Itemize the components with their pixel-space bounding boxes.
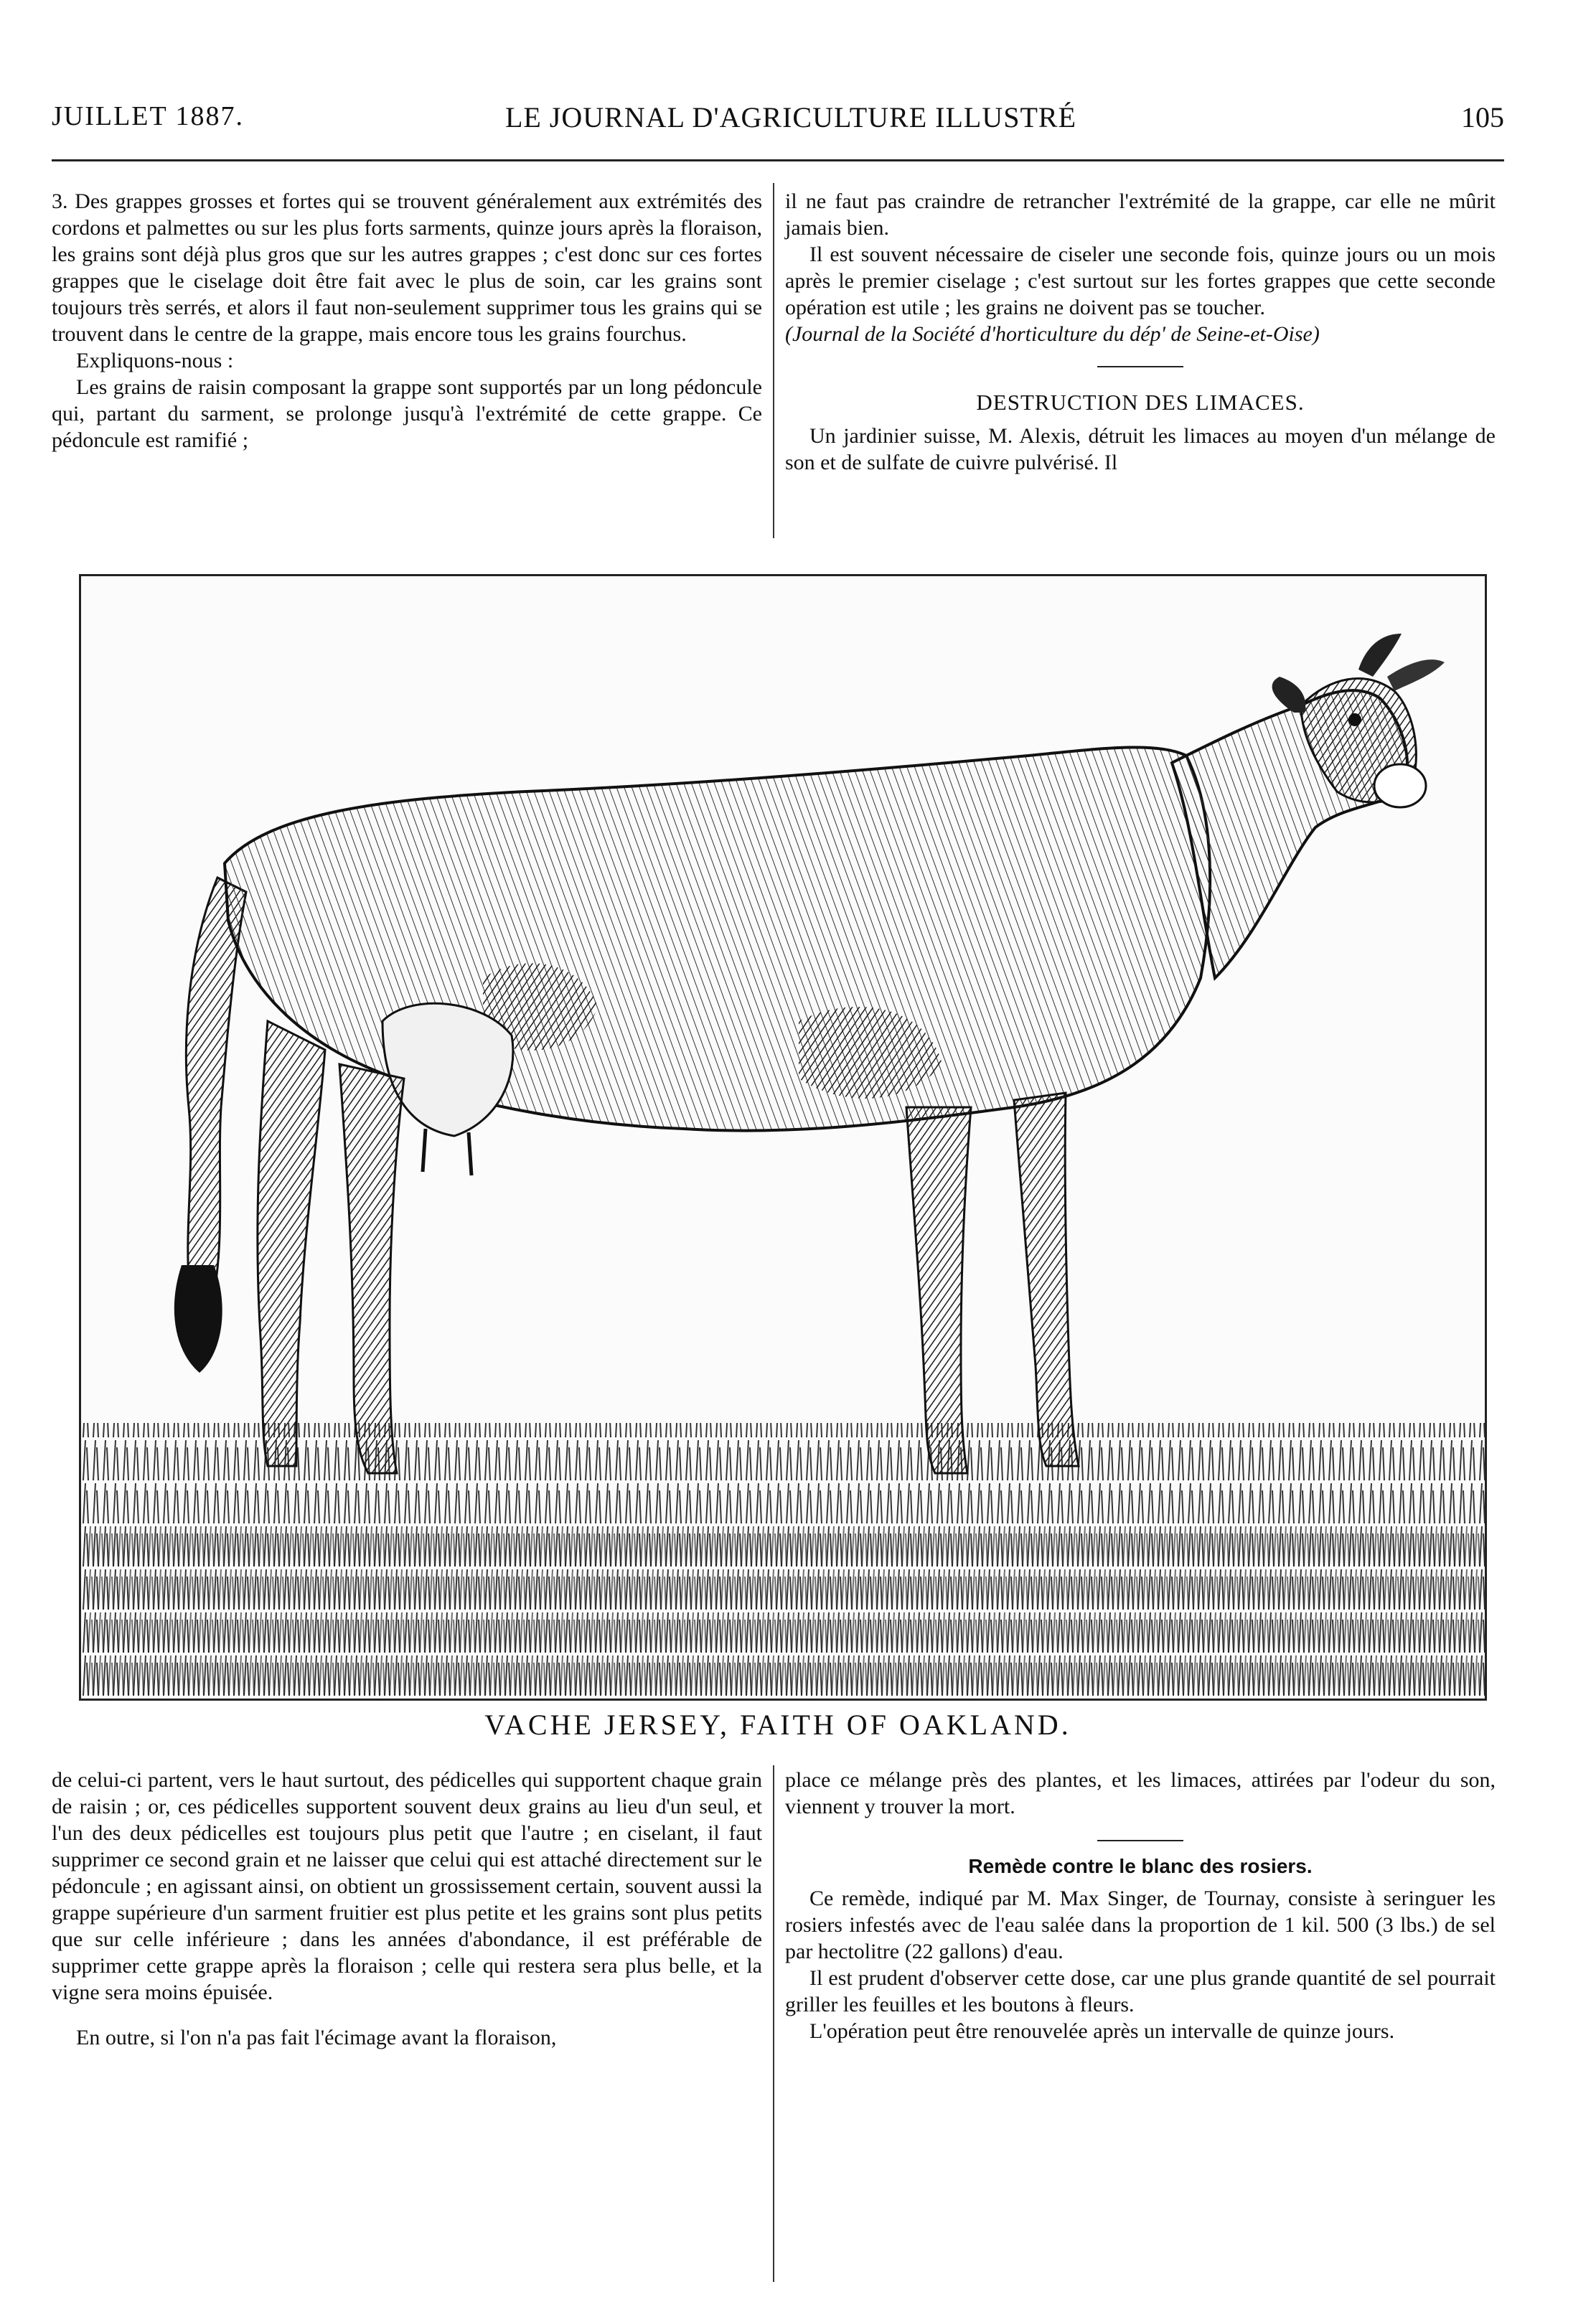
paragraph: 3. Des grappes grosses et fortes qui se trouvent généralement aux extrémités des cordons et palmettes ou sur les plus forts sarments, quinze jours après la floraison, les grains sont déjà plus gros que sur les autres grappes ; c'est donc sur ces fortes grappes que le ciselage doit être fait avec le plus de soin, car les grains sont toujours très serrés, et alors il faut non-seulement supprimer tous les grains qui se trouvent dans le centre de la grappe, mais encore tous les grains fourchus. xyxy=(52,189,762,346)
paragraph: Il est prudent d'observer cette dose, car une plus grande quantité de sel pourrait griller les feuilles et les boutons à fleurs. xyxy=(785,1966,1496,2016)
paragraph: place ce mélange près des plantes, et les limaces, attirées par l'odeur du son, viennent y trouver la mort. xyxy=(785,1768,1496,1818)
top-left-column xyxy=(52,188,762,454)
citation: (Journal de la Société d'horticulture du dép' de Seine-et-Oise) xyxy=(785,322,1320,346)
paragraph: Ce remède, indiqué par M. Max Singer, de Tournay, consiste à seringuer les rosiers infestés avec de l'eau salée dans la proportion de 1 kil. 500 (3 lbs.) de sel par hectolitre (22 gallons) d'eau. xyxy=(785,1887,1496,1963)
header-date: JUILLET 1887. xyxy=(52,101,245,131)
page-number: 105 xyxy=(1461,101,1504,133)
paragraph: Il est souvent nécessaire de ciseler une seconde fois, quinze jours ou un mois après le premier ciselage ; c'est surtout sur les fortes grappes que cette seconde opération est utile ; les grains ne doivent pas se toucher. xyxy=(785,243,1496,319)
paragraph: Un jardinier suisse, M. Alexis, détruit les limaces au moyen d'un mélange de son et de sulfate de cuivre pulvérisé. Il xyxy=(785,424,1496,474)
column-divider xyxy=(773,183,774,538)
paragraph: de celui-ci partent, vers le haut surtout, des pédicelles qui supportent chaque grain de raisin ; or, ces pédicelles supportent souvent deux grains au lieu d'un seul, et l'un des deux pédicelles est toujours plus petit que l'autre ; en ciselant, il faut supprimer ce second grain et ne laisser que celui qui est attaché directement sur le pédoncule ; en agissant ainsi, on obtient un grossissement certain, souvent aussi la grappe supérieure d'un sarment fruitier est plus petite et les grains sont plus petits que sur celle inférieure ; dans les années d'abondance, il est préférable de supprimer cette grappe après la floraison ; celle qui restera sera plus belle, et la vigne sera moins épuisée. xyxy=(52,1768,762,2004)
cow-engraving xyxy=(81,576,1485,1699)
page-header xyxy=(52,100,1504,144)
paragraph: L'opération peut être renouvelée après un intervalle de quinze jours. xyxy=(809,2019,1395,2043)
column-divider xyxy=(773,1765,774,2282)
paragraph: Expliquons-nous : xyxy=(76,349,234,372)
top-right-column xyxy=(785,188,1496,476)
bottom-right-column xyxy=(785,1767,1496,2044)
figure-caption: VACHE JERSEY, FAITH OF OAKLAND. xyxy=(484,1709,1071,1741)
section-separator xyxy=(1097,366,1183,367)
section-separator xyxy=(1097,1840,1183,1841)
paragraph: Les grains de raisin composant la grappe sont supportés par un long pédoncule qui, partant du sarment, se prolonge jusqu'à l'extrémité de cette grappe. Ce pédoncule est ramifié ; xyxy=(52,375,762,452)
header-rule xyxy=(52,159,1504,161)
bottom-left-column xyxy=(52,1767,762,2051)
paragraph: il ne faut pas craindre de retrancher l'extrémité de la grappe, car elle ne mûrit jamais bien. xyxy=(785,189,1496,240)
section-title-rosiers: Remède contre le blanc des rosiers. xyxy=(968,1855,1313,1877)
paragraph: En outre, si l'on n'a pas fait l'écimage avant la floraison, xyxy=(76,2026,557,2049)
cow-illustration xyxy=(79,574,1487,1701)
journal-title: LE JOURNAL D'AGRICULTURE ILLUSTRÉ xyxy=(504,101,1077,133)
section-title-limaces: DESTRUCTION DES LIMACES. xyxy=(976,390,1305,415)
